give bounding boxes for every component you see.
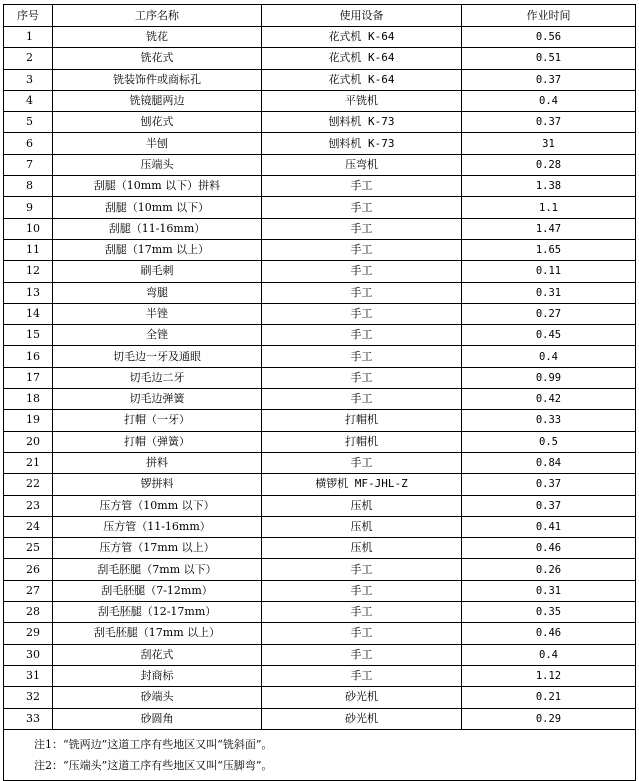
cell-no: 31 xyxy=(4,665,53,686)
header-equipment: 使用设备 xyxy=(262,5,462,27)
cell-no: 22 xyxy=(4,474,53,495)
cell-work-time: 0.33 xyxy=(462,410,636,431)
cell-equipment: 打帽机 xyxy=(262,410,462,431)
header-process-name: 工序名称 xyxy=(53,5,262,27)
cell-work-time: 0.37 xyxy=(462,69,636,90)
cell-work-time: 31 xyxy=(462,133,636,154)
table-row xyxy=(4,282,636,303)
cell-equipment: 压弯机 xyxy=(262,154,462,175)
cell-process-name: 刮腿（10mm 以下） xyxy=(53,197,262,218)
cell-equipment: 压机 xyxy=(262,495,462,516)
process-time-table-container xyxy=(3,4,635,781)
cell-work-time: 0.31 xyxy=(462,580,636,601)
table-row xyxy=(4,239,636,260)
cell-no: 2 xyxy=(4,48,53,69)
cell-work-time: 1.47 xyxy=(462,218,636,239)
cell-no: 4 xyxy=(4,90,53,111)
cell-process-name: 砂圆角 xyxy=(53,708,262,729)
table-row xyxy=(4,27,636,48)
cell-process-name: 刨花式 xyxy=(53,112,262,133)
table-row xyxy=(4,303,636,324)
cell-process-name: 刮花式 xyxy=(53,644,262,665)
table-row xyxy=(4,367,636,388)
cell-equipment: 手工 xyxy=(262,559,462,580)
table-row xyxy=(4,154,636,175)
cell-equipment: 平铣机 xyxy=(262,90,462,111)
note-2: 注2：“压端头”这道工序有些地区又叫“压脚弯”。 xyxy=(34,758,273,772)
cell-no: 28 xyxy=(4,602,53,623)
cell-work-time: 0.45 xyxy=(462,325,636,346)
cell-no: 9 xyxy=(4,197,53,218)
cell-work-time: 0.37 xyxy=(462,495,636,516)
cell-equipment: 手工 xyxy=(262,282,462,303)
cell-no: 5 xyxy=(4,112,53,133)
cell-process-name: 刮毛胚腿（7-12mm） xyxy=(53,580,262,601)
note-1: 注1：“铣两边”这道工序有些地区又叫“铣斜面”。 xyxy=(34,737,273,751)
cell-work-time: 0.56 xyxy=(462,27,636,48)
cell-process-name: 切毛边弹簧 xyxy=(53,389,262,410)
cell-work-time: 1.65 xyxy=(462,239,636,260)
cell-process-name: 锣拼料 xyxy=(53,474,262,495)
cell-equipment: 手工 xyxy=(262,389,462,410)
cell-work-time: 0.99 xyxy=(462,367,636,388)
cell-process-name: 铣装饰件或商标孔 xyxy=(53,69,262,90)
cell-no: 18 xyxy=(4,389,53,410)
cell-work-time: 0.51 xyxy=(462,48,636,69)
cell-work-time: 0.27 xyxy=(462,303,636,324)
cell-equipment: 手工 xyxy=(262,346,462,367)
cell-equipment: 压机 xyxy=(262,538,462,559)
cell-equipment: 横锣机 MF-JHL-Z xyxy=(262,474,462,495)
cell-process-name: 拼料 xyxy=(53,452,262,473)
cell-no: 14 xyxy=(4,303,53,324)
cell-process-name: 刮腿（10mm 以下）拼料 xyxy=(53,176,262,197)
table-row xyxy=(4,708,636,729)
cell-no: 15 xyxy=(4,325,53,346)
table-row xyxy=(4,516,636,537)
cell-equipment: 砂光机 xyxy=(262,687,462,708)
cell-no: 12 xyxy=(4,261,53,282)
cell-equipment: 花式机 K-64 xyxy=(262,27,462,48)
cell-work-time: 0.37 xyxy=(462,474,636,495)
cell-work-time: 1.1 xyxy=(462,197,636,218)
cell-process-name: 压端头 xyxy=(53,154,262,175)
cell-work-time: 0.4 xyxy=(462,644,636,665)
cell-equipment: 手工 xyxy=(262,623,462,644)
cell-process-name: 压方管（17mm 以上） xyxy=(53,538,262,559)
cell-work-time: 0.26 xyxy=(462,559,636,580)
table-row xyxy=(4,474,636,495)
cell-work-time: 0.4 xyxy=(462,90,636,111)
table-body xyxy=(4,27,636,730)
cell-process-name: 全锉 xyxy=(53,325,262,346)
table-row xyxy=(4,90,636,111)
cell-work-time: 0.46 xyxy=(462,623,636,644)
cell-equipment: 手工 xyxy=(262,197,462,218)
cell-process-name: 刮毛胚腿（7mm 以下） xyxy=(53,559,262,580)
cell-no: 11 xyxy=(4,239,53,260)
cell-equipment: 手工 xyxy=(262,580,462,601)
cell-process-name: 半锉 xyxy=(53,303,262,324)
cell-process-name: 封商标 xyxy=(53,665,262,686)
table-row xyxy=(4,602,636,623)
table-row xyxy=(4,389,636,410)
cell-work-time: 0.4 xyxy=(462,346,636,367)
cell-work-time: 0.31 xyxy=(462,282,636,303)
cell-no: 23 xyxy=(4,495,53,516)
cell-equipment: 刨料机 K-73 xyxy=(262,133,462,154)
table-row xyxy=(4,538,636,559)
table-row xyxy=(4,665,636,686)
cell-work-time: 0.5 xyxy=(462,431,636,452)
cell-no: 7 xyxy=(4,154,53,175)
cell-equipment: 刨料机 K-73 xyxy=(262,112,462,133)
cell-process-name: 刮毛胚腿（17mm 以上） xyxy=(53,623,262,644)
cell-process-name: 切毛边二牙 xyxy=(53,367,262,388)
cell-work-time: 0.37 xyxy=(462,112,636,133)
table-row xyxy=(4,69,636,90)
cell-process-name: 弯腿 xyxy=(53,282,262,303)
cell-process-name: 铣镜腿两边 xyxy=(53,90,262,111)
cell-no: 21 xyxy=(4,452,53,473)
cell-work-time: 0.46 xyxy=(462,538,636,559)
cell-equipment: 花式机 K-64 xyxy=(262,48,462,69)
table-row xyxy=(4,325,636,346)
cell-process-name: 半刨 xyxy=(53,133,262,154)
header-no: 序号 xyxy=(4,5,53,27)
cell-process-name: 压方管（10mm 以下） xyxy=(53,495,262,516)
cell-equipment: 打帽机 xyxy=(262,431,462,452)
cell-no: 25 xyxy=(4,538,53,559)
cell-process-name: 刮腿（17mm 以上） xyxy=(53,239,262,260)
cell-process-name: 铣花式 xyxy=(53,48,262,69)
cell-equipment: 压机 xyxy=(262,516,462,537)
cell-equipment: 手工 xyxy=(262,261,462,282)
cell-equipment: 手工 xyxy=(262,303,462,324)
notes-row xyxy=(4,729,636,780)
cell-equipment: 手工 xyxy=(262,602,462,623)
cell-process-name: 打帽（一牙） xyxy=(53,410,262,431)
cell-no: 24 xyxy=(4,516,53,537)
cell-no: 8 xyxy=(4,176,53,197)
cell-no: 19 xyxy=(4,410,53,431)
cell-work-time: 0.42 xyxy=(462,389,636,410)
table-row xyxy=(4,623,636,644)
cell-process-name: 打帽（弹簧） xyxy=(53,431,262,452)
cell-no: 27 xyxy=(4,580,53,601)
cell-equipment: 手工 xyxy=(262,218,462,239)
cell-no: 6 xyxy=(4,133,53,154)
table-row xyxy=(4,495,636,516)
table-row xyxy=(4,176,636,197)
table-header-row xyxy=(4,5,636,27)
cell-no: 17 xyxy=(4,367,53,388)
cell-equipment: 手工 xyxy=(262,176,462,197)
cell-process-name: 刮腿（11-16mm） xyxy=(53,218,262,239)
cell-process-name: 刷毛刺 xyxy=(53,261,262,282)
table-row xyxy=(4,410,636,431)
cell-process-name: 铣花 xyxy=(53,27,262,48)
process-time-table xyxy=(3,4,636,781)
cell-no: 3 xyxy=(4,69,53,90)
notes-cell xyxy=(4,729,636,780)
cell-no: 32 xyxy=(4,687,53,708)
cell-work-time: 0.28 xyxy=(462,154,636,175)
cell-no: 29 xyxy=(4,623,53,644)
table-row xyxy=(4,580,636,601)
cell-no: 1 xyxy=(4,27,53,48)
table-row xyxy=(4,48,636,69)
cell-no: 30 xyxy=(4,644,53,665)
cell-no: 20 xyxy=(4,431,53,452)
table-row xyxy=(4,431,636,452)
cell-work-time: 1.12 xyxy=(462,665,636,686)
table-row xyxy=(4,644,636,665)
cell-work-time: 1.38 xyxy=(462,176,636,197)
cell-no: 16 xyxy=(4,346,53,367)
cell-equipment: 手工 xyxy=(262,644,462,665)
cell-process-name: 压方管（11-16mm） xyxy=(53,516,262,537)
table-row xyxy=(4,197,636,218)
cell-equipment: 手工 xyxy=(262,325,462,346)
cell-process-name: 砂端头 xyxy=(53,687,262,708)
cell-work-time: 0.11 xyxy=(462,261,636,282)
cell-work-time: 0.35 xyxy=(462,602,636,623)
cell-process-name: 刮毛胚腿（12-17mm） xyxy=(53,602,262,623)
cell-equipment: 花式机 K-64 xyxy=(262,69,462,90)
cell-process-name: 切毛边一牙及通眼 xyxy=(53,346,262,367)
cell-equipment: 手工 xyxy=(262,367,462,388)
table-row xyxy=(4,261,636,282)
cell-equipment: 手工 xyxy=(262,452,462,473)
cell-no: 26 xyxy=(4,559,53,580)
table-row xyxy=(4,346,636,367)
cell-no: 33 xyxy=(4,708,53,729)
table-row xyxy=(4,218,636,239)
cell-no: 13 xyxy=(4,282,53,303)
table-row xyxy=(4,112,636,133)
cell-work-time: 0.21 xyxy=(462,687,636,708)
cell-equipment: 手工 xyxy=(262,665,462,686)
header-work-time: 作业时间 xyxy=(462,5,636,27)
cell-work-time: 0.29 xyxy=(462,708,636,729)
cell-equipment: 砂光机 xyxy=(262,708,462,729)
cell-work-time: 0.41 xyxy=(462,516,636,537)
table-row xyxy=(4,133,636,154)
table-row xyxy=(4,687,636,708)
table-row xyxy=(4,559,636,580)
cell-equipment: 手工 xyxy=(262,239,462,260)
table-row xyxy=(4,452,636,473)
cell-work-time: 0.84 xyxy=(462,452,636,473)
cell-no: 10 xyxy=(4,218,53,239)
